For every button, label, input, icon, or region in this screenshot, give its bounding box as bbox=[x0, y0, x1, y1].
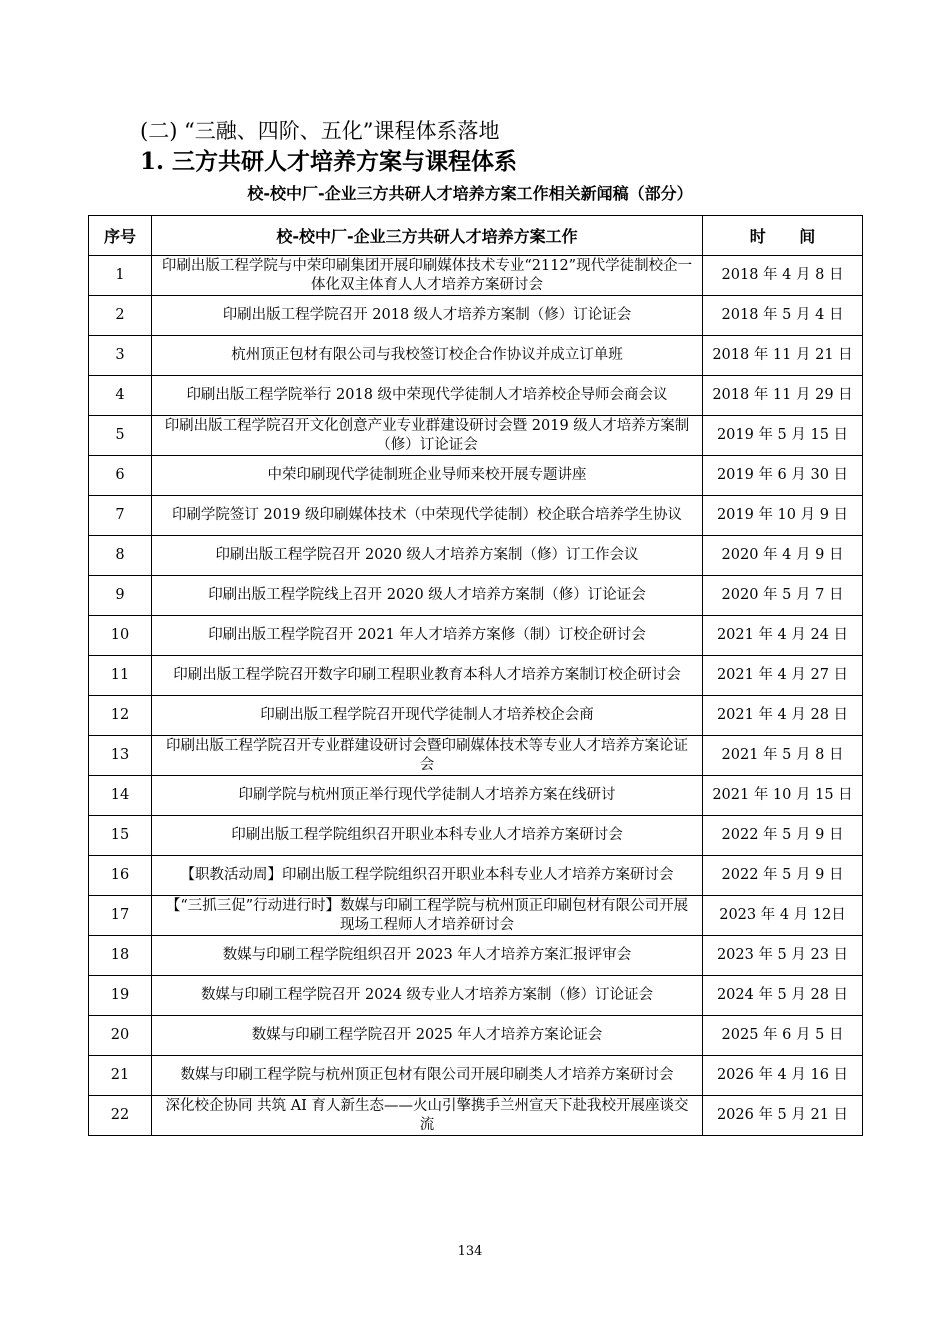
row-date: 2019 年 6 月 30 日 bbox=[703, 456, 863, 496]
table-header-row bbox=[89, 216, 863, 256]
row-title: 印刷出版工程学院召开 2018 级人才培养方案制（修）订论证会 bbox=[152, 296, 703, 336]
row-index: 17 bbox=[89, 896, 152, 936]
row-title: 印刷出版工程学院召开 2020 级人才培养方案制（修）订工作会议 bbox=[152, 536, 703, 576]
row-index: 6 bbox=[89, 456, 152, 496]
row-index: 3 bbox=[89, 336, 152, 376]
row-index: 16 bbox=[89, 856, 152, 896]
table-row bbox=[89, 776, 863, 816]
table-row bbox=[89, 336, 863, 376]
row-title: 【“三抓三促”行动进行时】数媒与印刷工程学院与杭州顶正印刷包材有限公司开展现场工程师人才培养研讨会 bbox=[152, 896, 703, 936]
row-index: 1 bbox=[89, 256, 152, 296]
row-title: 印刷学院签订 2019 级印刷媒体技术（中荣现代学徒制）校企联合培养学生协议 bbox=[152, 496, 703, 536]
row-index: 9 bbox=[89, 576, 152, 616]
section-subheading: (二) “三融、四阶、五化”课程体系落地 bbox=[140, 119, 500, 143]
row-title: 印刷出版工程学院召开 2021 年人才培养方案修（制）订校企研讨会 bbox=[152, 616, 703, 656]
section-heading: 1. 三方共研人才培养方案与课程体系 bbox=[140, 148, 518, 175]
row-title: 杭州顶正包材有限公司与我校签订校企合作协议并成立订单班 bbox=[152, 336, 703, 376]
row-date: 2018 年 5 月 4 日 bbox=[703, 296, 863, 336]
row-date: 2020 年 4 月 9 日 bbox=[703, 536, 863, 576]
table-row bbox=[89, 1016, 863, 1056]
table-row bbox=[89, 616, 863, 656]
row-title: 数媒与印刷工程学院与杭州顶正包材有限公司开展印刷类人才培养方案研讨会 bbox=[152, 1056, 703, 1096]
row-index: 7 bbox=[89, 496, 152, 536]
row-date: 2022 年 5 月 9 日 bbox=[703, 816, 863, 856]
header-title: 校-校中厂-企业三方共研人才培养方案工作 bbox=[152, 216, 703, 256]
row-date: 2022 年 5 月 9 日 bbox=[703, 856, 863, 896]
table-row bbox=[89, 856, 863, 896]
row-title: 印刷出版工程学院召开专业群建设研讨会暨印刷媒体技术等专业人才培养方案论证会 bbox=[152, 736, 703, 776]
table-row bbox=[89, 896, 863, 936]
row-date: 2025 年 6 月 5 日 bbox=[703, 1016, 863, 1056]
row-date: 2018 年 11 月 21 日 bbox=[703, 336, 863, 376]
row-index: 13 bbox=[89, 736, 152, 776]
row-index: 18 bbox=[89, 936, 152, 976]
row-date: 2026 年 5 月 21 日 bbox=[703, 1096, 863, 1136]
row-title: 印刷学院与杭州顶正举行现代学徒制人才培养方案在线研讨 bbox=[152, 776, 703, 816]
row-index: 11 bbox=[89, 656, 152, 696]
row-index: 4 bbox=[89, 376, 152, 416]
row-date: 2023 年 4 月 12日 bbox=[703, 896, 863, 936]
row-index: 5 bbox=[89, 416, 152, 456]
row-title: 印刷出版工程学院与中荣印刷集团开展印刷媒体技术专业“2112”现代学徒制校企一体化双主体育人人才培养方案研讨会 bbox=[152, 256, 703, 296]
row-date: 2026 年 4 月 16 日 bbox=[703, 1056, 863, 1096]
row-date: 2021 年 10 月 15 日 bbox=[703, 776, 863, 816]
row-title: 中荣印刷现代学徒制班企业导师来校开展专题讲座 bbox=[152, 456, 703, 496]
row-date: 2021 年 5 月 8 日 bbox=[703, 736, 863, 776]
row-title: 印刷出版工程学院线上召开 2020 级人才培养方案制（修）订论证会 bbox=[152, 576, 703, 616]
row-date: 2021 年 4 月 27 日 bbox=[703, 656, 863, 696]
row-date: 2020 年 5 月 7 日 bbox=[703, 576, 863, 616]
row-title: 【职教活动周】印刷出版工程学院组织召开职业本科专业人才培养方案研讨会 bbox=[152, 856, 703, 896]
table-row bbox=[89, 416, 863, 456]
table-row bbox=[89, 456, 863, 496]
row-index: 22 bbox=[89, 1096, 152, 1136]
row-title: 印刷出版工程学院组织召开职业本科专业人才培养方案研讨会 bbox=[152, 816, 703, 856]
table-row bbox=[89, 816, 863, 856]
row-index: 15 bbox=[89, 816, 152, 856]
row-title: 数媒与印刷工程学院召开 2025 年人才培养方案论证会 bbox=[152, 1016, 703, 1056]
row-index: 20 bbox=[89, 1016, 152, 1056]
table-row bbox=[89, 296, 863, 336]
row-date: 2019 年 5 月 15 日 bbox=[703, 416, 863, 456]
table-row bbox=[89, 536, 863, 576]
header-time: 时 间 bbox=[703, 216, 863, 256]
table-row bbox=[89, 736, 863, 776]
row-date: 2018 年 11 月 29 日 bbox=[703, 376, 863, 416]
table-row bbox=[89, 496, 863, 536]
row-index: 14 bbox=[89, 776, 152, 816]
row-index: 21 bbox=[89, 1056, 152, 1096]
row-title: 印刷出版工程学院召开文化创意产业专业群建设研讨会暨 2019 级人才培养方案制（修）订论证会 bbox=[152, 416, 703, 456]
table-row bbox=[89, 656, 863, 696]
table-row bbox=[89, 1056, 863, 1096]
header-index: 序号 bbox=[89, 216, 152, 256]
row-index: 8 bbox=[89, 536, 152, 576]
row-index: 2 bbox=[89, 296, 152, 336]
row-title: 深化校企协同 共筑 AI 育人新生态——火山引擎携手兰州宣天下赴我校开展座谈交流 bbox=[152, 1096, 703, 1136]
row-date: 2023 年 5 月 23 日 bbox=[703, 936, 863, 976]
row-title: 印刷出版工程学院召开现代学徒制人才培养校企会商 bbox=[152, 696, 703, 736]
row-title: 数媒与印刷工程学院召开 2024 级专业人才培养方案制（修）订论证会 bbox=[152, 976, 703, 1016]
table-row bbox=[89, 936, 863, 976]
table-caption: 校-校中厂-企业三方共研人才培养方案工作相关新闻稿（部分） bbox=[247, 184, 693, 203]
row-date: 2024 年 5 月 28 日 bbox=[703, 976, 863, 1016]
row-title: 印刷出版工程学院召开数字印刷工程职业教育本科人才培养方案制订校企研讨会 bbox=[152, 656, 703, 696]
table-row bbox=[89, 1096, 863, 1136]
table-row bbox=[89, 976, 863, 1016]
row-date: 2021 年 4 月 28 日 bbox=[703, 696, 863, 736]
row-title: 印刷出版工程学院举行 2018 级中荣现代学徒制人才培养校企导师会商会议 bbox=[152, 376, 703, 416]
table-row bbox=[89, 256, 863, 296]
table-body bbox=[89, 256, 863, 1136]
page-number: 134 bbox=[457, 1244, 483, 1259]
row-title: 数媒与印刷工程学院组织召开 2023 年人才培养方案汇报评审会 bbox=[152, 936, 703, 976]
table-row bbox=[89, 576, 863, 616]
row-date: 2021 年 4 月 24 日 bbox=[703, 616, 863, 656]
table-row bbox=[89, 376, 863, 416]
news-table bbox=[88, 215, 863, 1136]
table-row bbox=[89, 696, 863, 736]
row-index: 12 bbox=[89, 696, 152, 736]
row-index: 19 bbox=[89, 976, 152, 1016]
row-index: 10 bbox=[89, 616, 152, 656]
row-date: 2019 年 10 月 9 日 bbox=[703, 496, 863, 536]
row-date: 2018 年 4 月 8 日 bbox=[703, 256, 863, 296]
